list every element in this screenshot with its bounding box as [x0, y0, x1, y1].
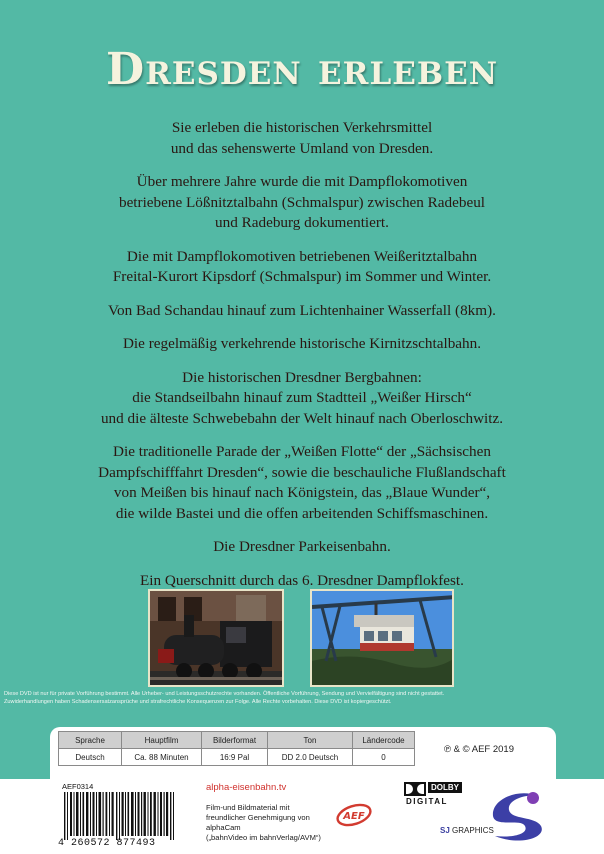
- sj-graphics-label: SJ GRAPHICS: [440, 826, 494, 835]
- paragraph: Die traditionelle Parade der „Weißen Flotte“ der „Sächsischen Dampfschifffahrt Dresden“, sowie die beschauliche Flußlandschaft von Meißen bis hinauf nach Königstein, das „Blaue Wunder“, die wilde Bastei und die offen arbeitenden Schiffsmaschinen.: [98, 443, 506, 522]
- credits: Film-und Bildmaterial mit freundlicher Genehmigung von alphaCam („bahnVideo im bahnVerlag/AVM“): [206, 803, 321, 842]
- paragraph: Die historischen Dresdner Bergbahnen: die Standseilbahn hinauf zum Stadtteil „Weißer Hirsch“ und die älteste Schwebebahn der Welt hinauf nach Oberloschwitz.: [100, 368, 504, 427]
- dolby-word: DOLBY: [428, 782, 462, 793]
- suspension-railway-photo: [310, 589, 454, 687]
- spec-value-row: [59, 749, 415, 766]
- aef-logo-icon: [334, 802, 374, 828]
- paragraph: Von Bad Schandau hinauf zum Lichtenhainer Wasserfall (8km).: [108, 301, 496, 319]
- website-link[interactable]: alpha-eisenbahn.tv: [206, 782, 287, 793]
- paragraph: Über mehrere Jahre wurde die mit Dampflokomotiven betriebene Lößnitztalbahn (Schmalspur) zwischen Radebeul und Radeburg dokumentiert.: [118, 173, 486, 231]
- paragraph: Die Dresdner Parkeisenbahn.: [213, 538, 391, 555]
- steam-locomotive-icon: [150, 591, 284, 687]
- suspension-railway-icon: [312, 591, 454, 687]
- dolby-icon: [404, 782, 426, 796]
- spec-value: 16:9 Pal: [202, 749, 268, 766]
- dolby-sub: DIGITAL: [406, 797, 448, 806]
- paragraph: Die mit Dampflokomotiven betriebenen Weißeritztalbahn Freital-Kurort Kipsdorf (Schmalspur) im Sommer und Winter.: [112, 247, 492, 285]
- spec-header: Ton: [268, 732, 353, 749]
- paragraph: Die regelmäßig verkehrende historische Kirnitzschtalbahn.: [122, 335, 482, 352]
- steam-locomotive-photo: [148, 589, 284, 687]
- sj-graphics-logo-icon: [485, 786, 549, 844]
- aef-logo-text: AEF: [343, 811, 365, 822]
- spec-value: 0: [353, 749, 415, 766]
- paragraph: Ein Querschnitt durch das 6. Dresdner Dampflokfest.: [140, 571, 464, 589]
- copyright: ℗ & © AEF 2019: [444, 744, 514, 755]
- spec-header: Ländercode: [353, 732, 415, 749]
- page-title: Dresden erleben: [105, 44, 499, 95]
- paragraph: Sie erleben die historischen Verkehrsmittel und das sehenswerte Umland von Dresden.: [170, 119, 434, 157]
- spec-header: Hauptfilm: [122, 732, 202, 749]
- spec-header: Bilderformat: [202, 732, 268, 749]
- description: [30, 118, 574, 604]
- spec-table: [58, 731, 415, 766]
- spec-header-row: [59, 732, 415, 749]
- product-code: AEF0314: [62, 782, 94, 791]
- legal-notice: Diese DVD ist nur für private Vorführung bestimmt. Alle Urheber- und Leistungsschutzrechte vorhanden. Öffentliche Vorführung, Sendung und Vervielfältigung sind nicht gestattet. Zuwiderhandlungen haben Schadensersatzansprüche und strafrechtliche Konsequenzen zur Folge. Alle Rechte vorbehalten. Diese DVD ist kopiergeschützt.: [4, 691, 445, 705]
- barcode-number: 4 260572 877493: [58, 838, 156, 849]
- spec-value: Ca. 88 Minuten: [122, 749, 202, 766]
- spec-header: Sprache: [59, 732, 122, 749]
- dolby-digital-logo: [404, 782, 468, 806]
- spec-value: DD 2.0 Deutsch: [268, 749, 353, 766]
- spec-value: Deutsch: [59, 749, 122, 766]
